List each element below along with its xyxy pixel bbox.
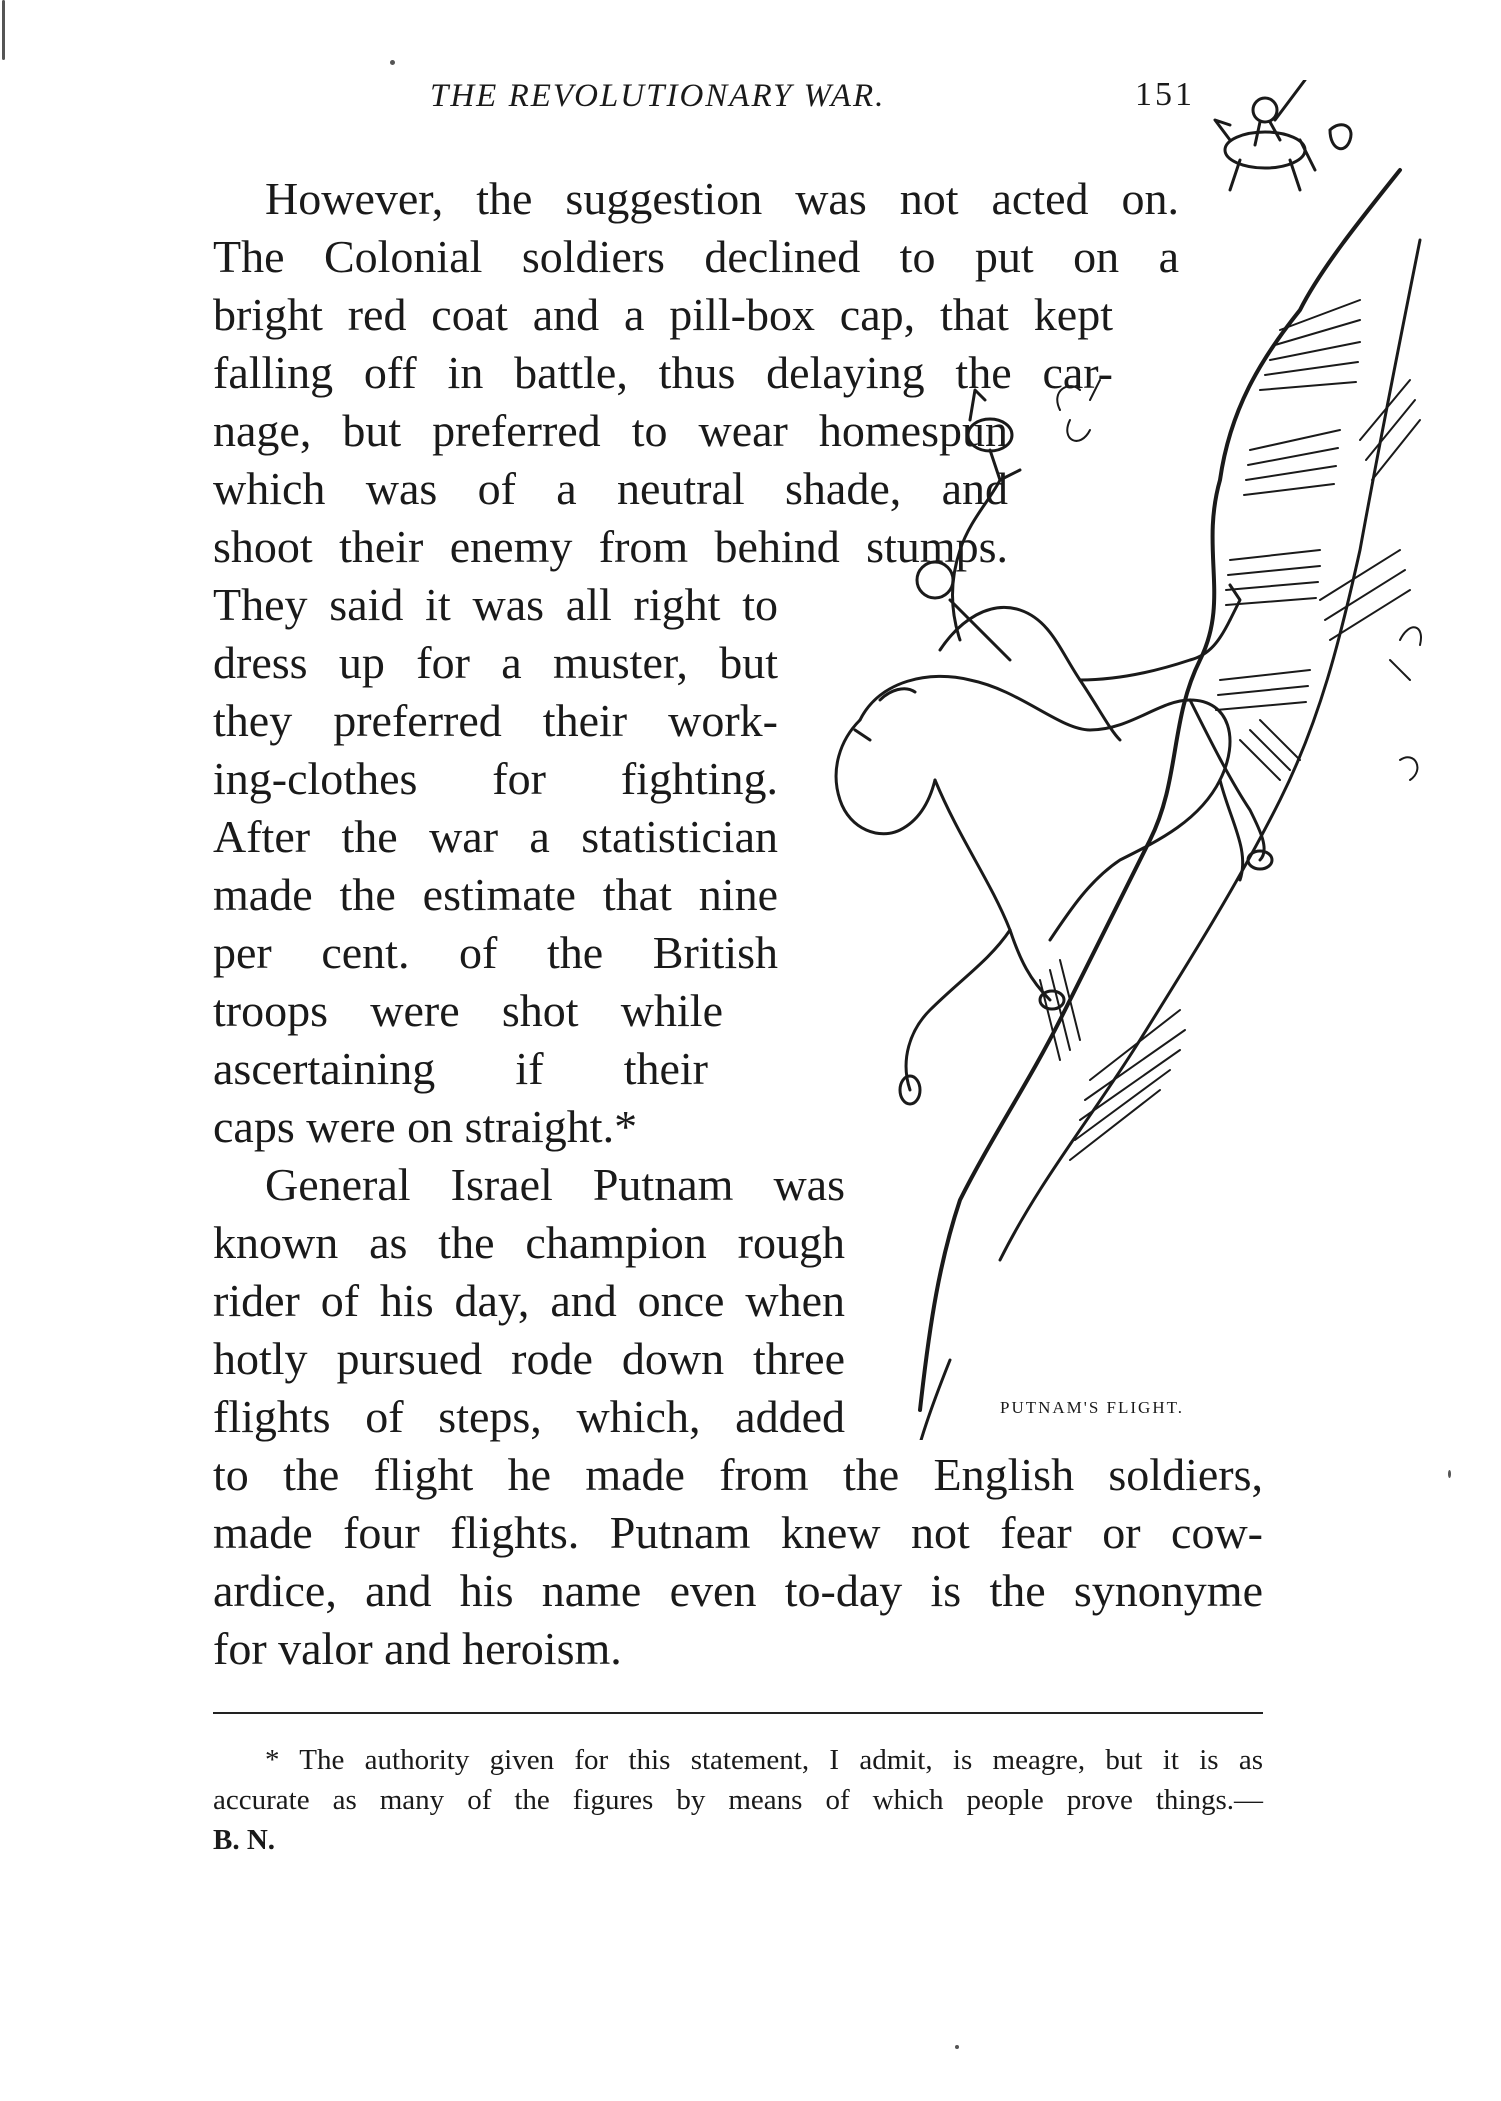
body-line: for valor and heroism. (213, 1623, 622, 1674)
body-line: shoot their enemy from behind stumps. (213, 521, 1008, 572)
body-line: made four flights. Putnam knew not fear or cow- (213, 1507, 1263, 1558)
body-line: General Israel Putnam was (265, 1159, 845, 1210)
running-title: THE REVOLUTIONARY WAR. (430, 78, 886, 114)
illustration-caption: PUTNAM'S FLIGHT. (1000, 1398, 1184, 1417)
scan-mark (2, 0, 5, 60)
illustration-drawing (760, 80, 1440, 1440)
scan-speck (955, 2045, 959, 2049)
footnote-line: accurate as many of the figures by means of which people prove things.— (213, 1784, 1263, 1816)
body-line: to the flight he made from the English soldiers, (213, 1449, 1263, 1500)
footnote-rule (213, 1712, 1263, 1714)
body-line: flights of steps, which, added (213, 1391, 845, 1442)
scan-speck (1448, 1470, 1451, 1478)
body-line: caps were on straight.* (213, 1101, 638, 1152)
footnote-line: * The authority given for this statement, I admit, is meagre, but it is as (265, 1744, 1263, 1776)
body-line: bright red coat and a pill-box cap, that kept (213, 289, 1113, 340)
body-line: ascertaining if their (213, 1043, 708, 1094)
body-line: However, the suggestion was not acted on. (265, 173, 1179, 224)
body-line: per cent. of the British (213, 927, 778, 978)
scan-speck (390, 60, 395, 65)
page-number: 151 (1135, 76, 1195, 113)
body-line: After the war a statistician (213, 811, 778, 862)
body-line: falling off in battle, thus delaying the car- (213, 347, 1113, 398)
body-line: rider of his day, and once when (213, 1275, 845, 1326)
body-line: which was of a neutral shade, and (213, 463, 1008, 514)
body-line: made the estimate that nine (213, 869, 778, 920)
footnote-line: B. N. (213, 1824, 276, 1856)
body-line: They said it was all right to (213, 579, 778, 630)
body-line: they preferred their work- (213, 695, 778, 746)
body-line: ardice, and his name even to-day is the synonyme (213, 1565, 1263, 1616)
body-line: nage, but preferred to wear homespun (213, 405, 1008, 456)
body-line: ing-clothes for fighting. (213, 753, 778, 804)
body-line: The Colonial soldiers declined to put on a (213, 231, 1179, 282)
body-line: hotly pursued rode down three (213, 1333, 845, 1384)
body-line: known as the champion rough (213, 1217, 845, 1268)
body-line: troops were shot while (213, 985, 723, 1036)
body-line: dress up for a muster, but (213, 637, 778, 688)
putnams-flight-illustration (760, 80, 1440, 1440)
